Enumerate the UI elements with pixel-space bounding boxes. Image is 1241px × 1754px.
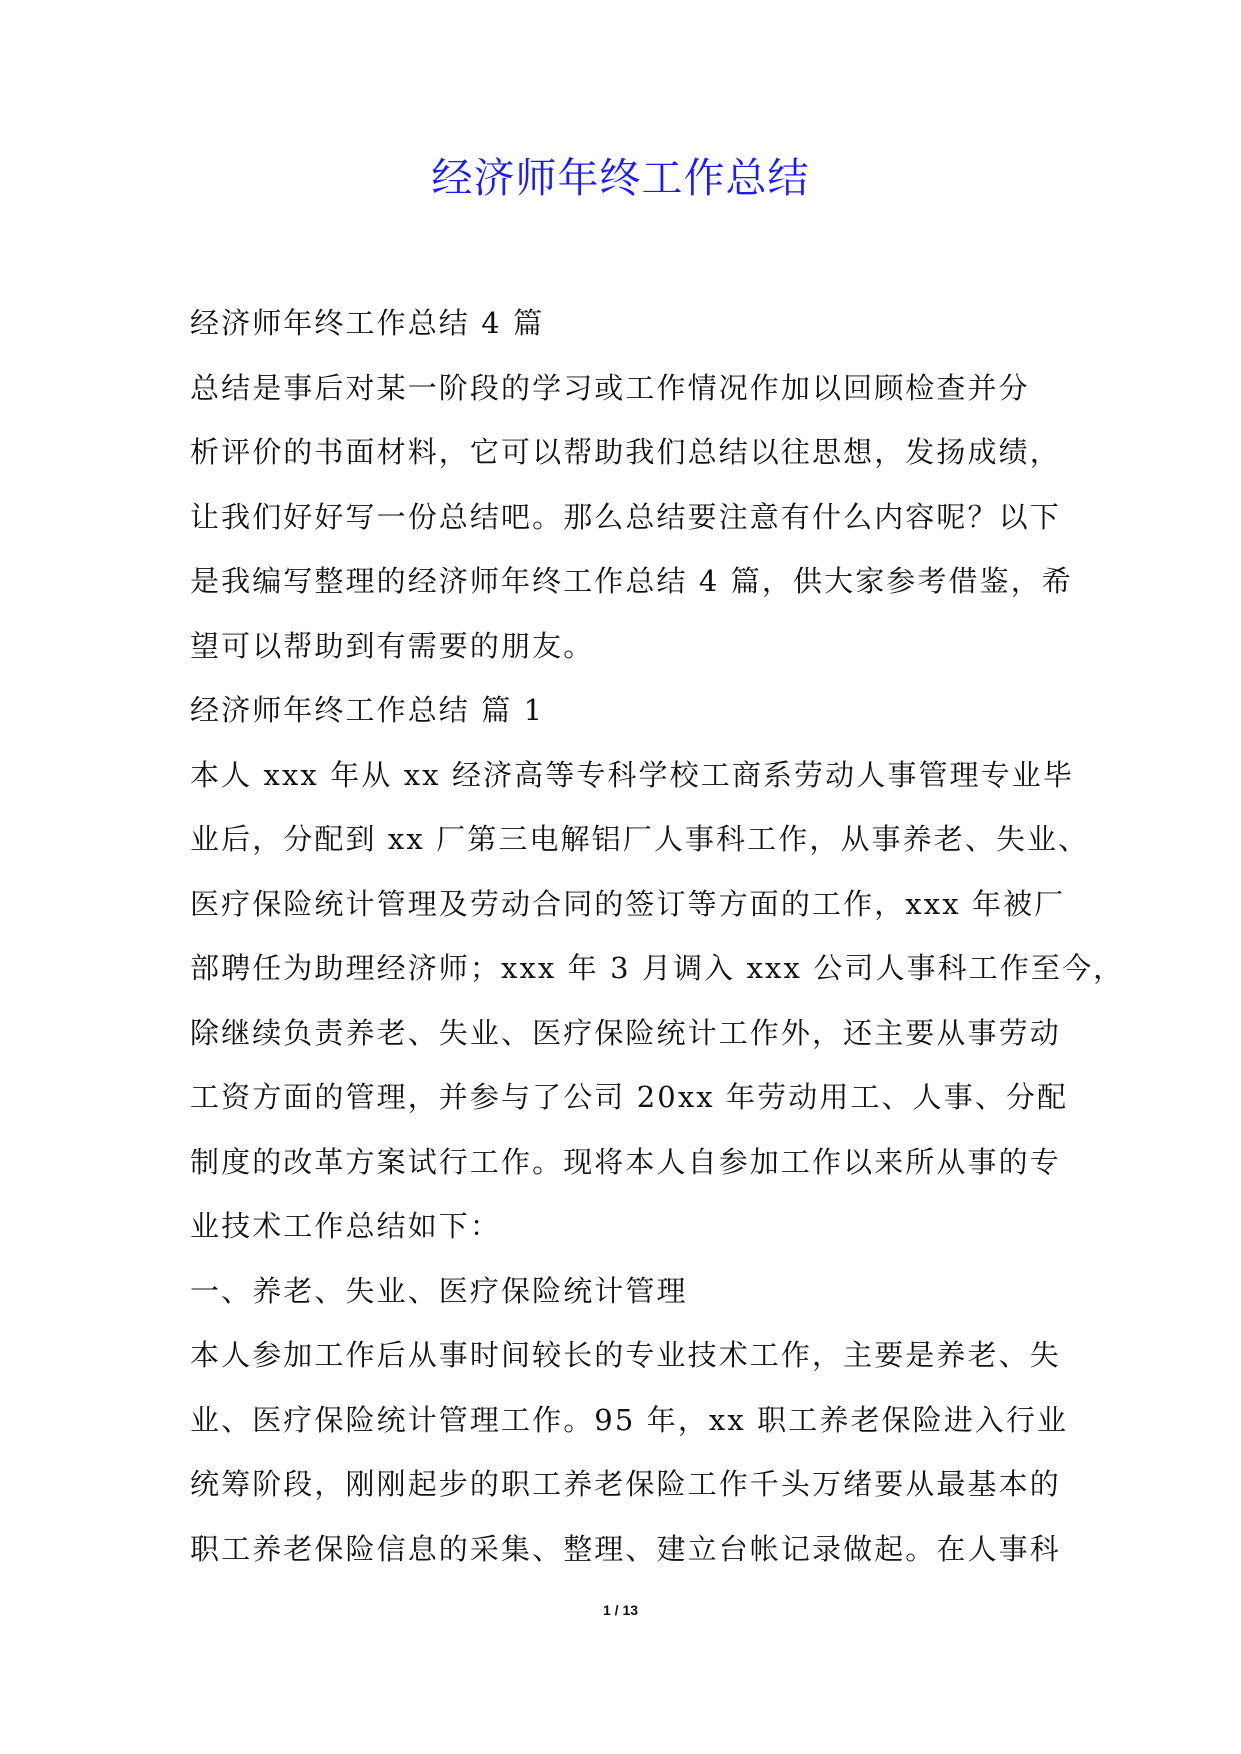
body-line: 职工养老保险信息的采集、整理、建立台帐记录做起。在人事科 (190, 1531, 1061, 1566)
body-line: 统筹阶段，刚刚起步的职工养老保险工作千头万绪要从最基本的 (190, 1467, 1061, 1501)
section-heading: 一、养老、失业、医疗保险统计管理 (190, 1273, 688, 1308)
body-line: 本人 xxx 年从 xx 经济高等专科学校工商系劳动人事管理专业毕 (190, 757, 1074, 792)
document-body (190, 291, 1125, 1581)
body-line: 经济师年终工作总结 4 篇 (190, 306, 545, 340)
body-line: 析评价的书面材料，它可以帮助我们总结以往思想，发扬成绩， (190, 435, 1061, 469)
body-line: 除继续负责养老、失业、医疗保险统计工作外，还主要从事劳动 (190, 1015, 1061, 1050)
body-line: 制度的改革方案试行工作。现将本人自参加工作以来所从事的专 (190, 1144, 1061, 1179)
document-title: 经济师年终工作总结 (431, 154, 810, 202)
body-line: 部聘任为助理经济师；xxx 年 3 月调入 xxx 公司人事科工作至今， (190, 951, 1125, 985)
body-line: 让我们好好写一份总结吧。那么总结要注意有什么内容呢？以下 (190, 499, 1061, 534)
body-line: 望可以帮助到有需要的朋友。 (190, 628, 595, 663)
body-line: 业技术工作总结如下： (190, 1209, 502, 1243)
page-indicator: 1 / 13 (602, 1602, 639, 1618)
body-line: 医疗保险统计管理及劳动合同的签订等方面的工作，xxx 年被厂 (190, 886, 1066, 921)
body-line: 工资方面的管理，并参与了公司 20xx 年劳动用工、人事、分配 (190, 1080, 1069, 1114)
body-line: 是我编写整理的经济师年终工作总结 4 篇，供大家参考借鉴，希 (190, 564, 1073, 598)
section-heading: 经济师年终工作总结 篇 1 (190, 693, 545, 727)
body-line: 总结是事后对某一阶段的学习或工作情况作加以回顾检查并分 (190, 370, 1030, 405)
body-line: 业后，分配到 xx 厂第三电解铝厂人事科工作，从事养老、失业、 (190, 822, 1090, 856)
body-line: 本人参加工作后从事时间较长的专业技术工作，主要是养老、失 (190, 1338, 1061, 1372)
body-line: 业、医疗保险统计管理工作。95 年，xx 职工养老保险进入行业 (190, 1402, 1069, 1437)
